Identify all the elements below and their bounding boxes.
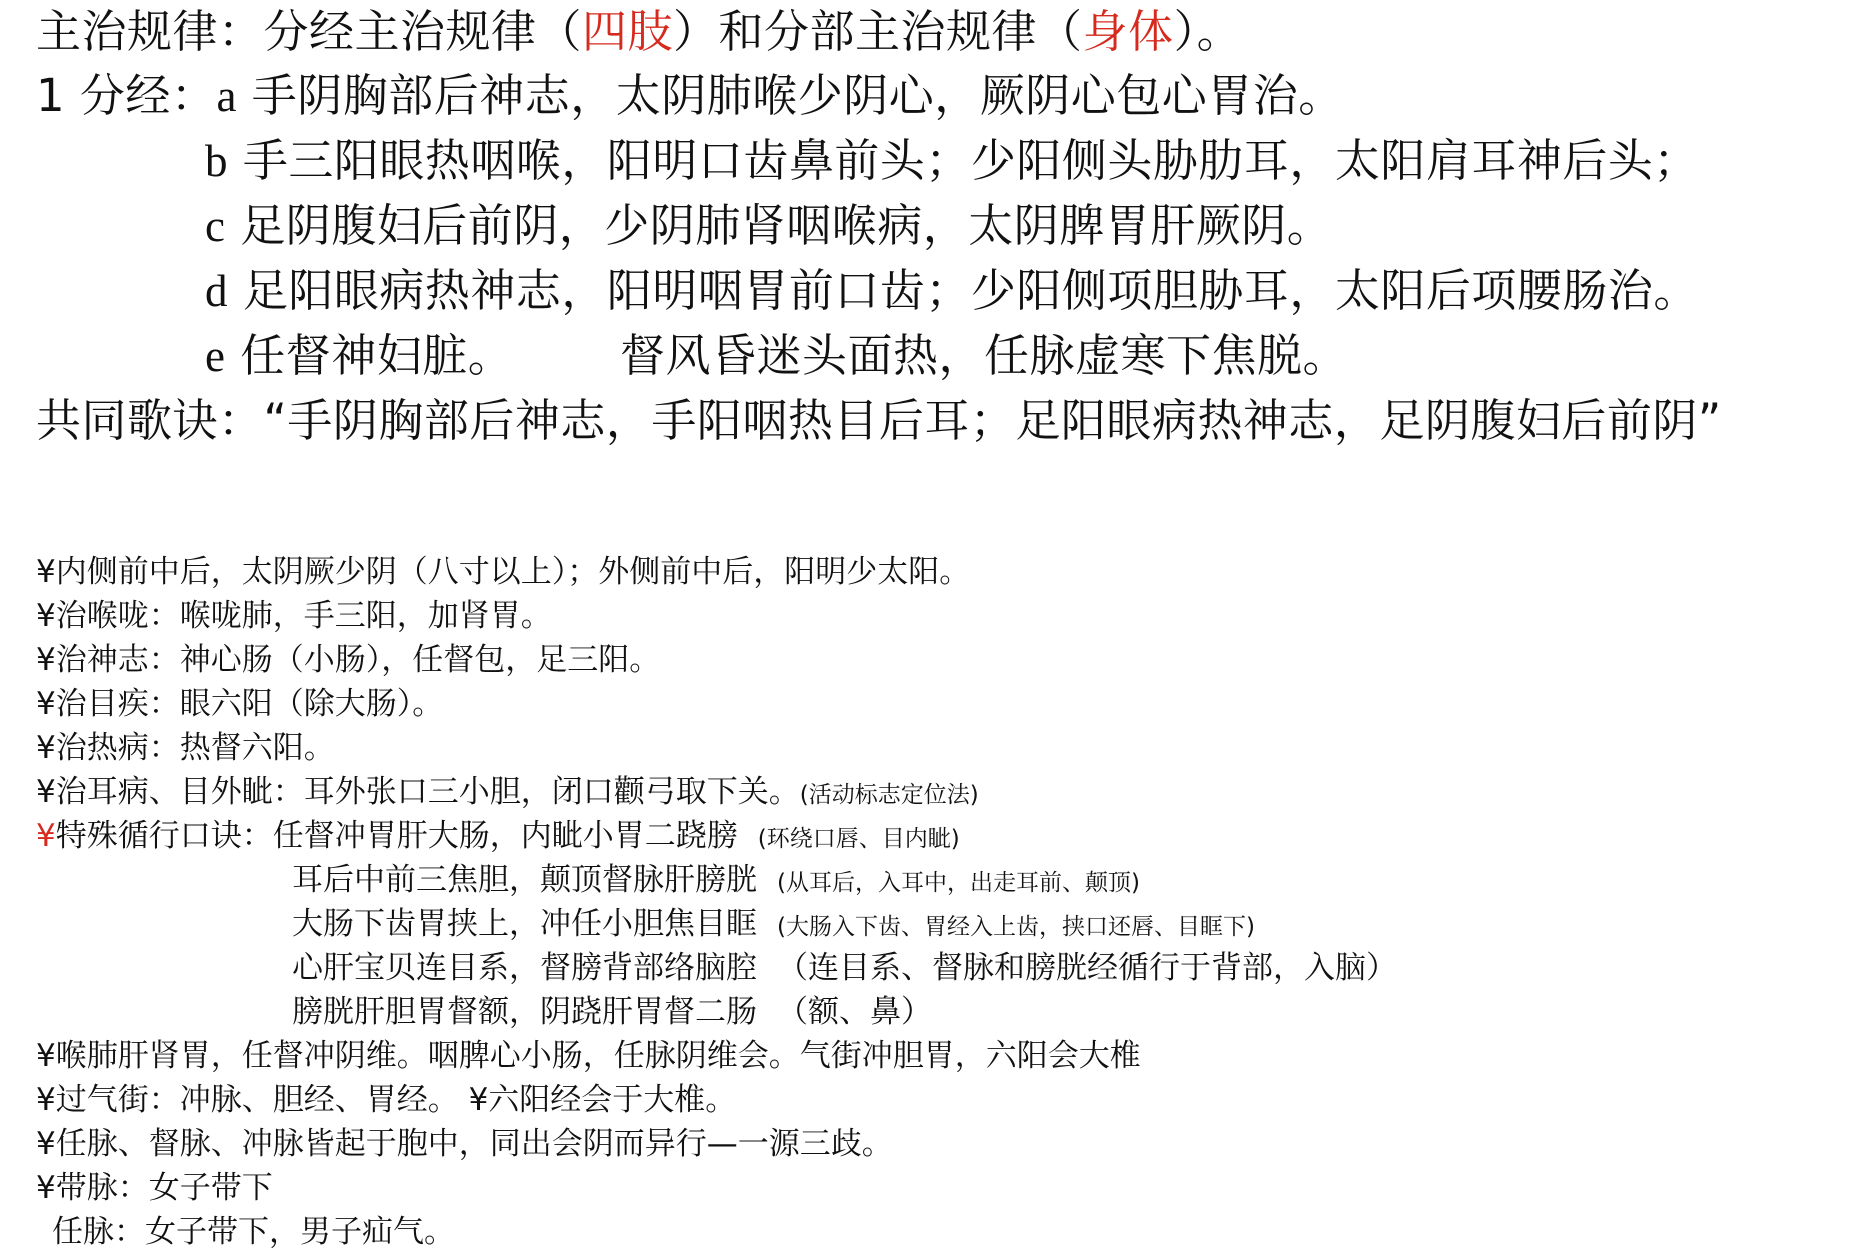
fenjing-line-b <box>205 133 1699 189</box>
tail-line-1: ¥喉肺肝肾胃，任督冲阴维。咽脾心小肠，任脉阴维会。气街冲胆胃，六阳会大椎 <box>36 1038 1141 1074</box>
fenjing-line-e <box>205 328 513 384</box>
ear-rule-text: ¥治耳病、目外眦：耳外张口三小胆，闭口颧弓取下关。 <box>36 774 800 810</box>
special-note-1: (环绕口唇、目内眦) <box>757 826 960 852</box>
rule-line-3: ¥治神志：神心肠（小肠），任督包，足三阳。 <box>36 642 661 678</box>
tail-line-4: ¥带脉：女子带下 <box>36 1170 273 1206</box>
fenjing-line-c <box>205 198 1332 254</box>
rule-line-1: ¥内侧前中后，太阴厥少阴（八寸以上）；外侧前中后，阳明少太阳。 <box>36 554 971 590</box>
fenjing-text-e1: 任督神妇脏。 <box>240 329 514 382</box>
fenjing-letter-e: e <box>205 331 226 381</box>
special-text-1: 任督冲胃肝大肠，内眦小胃二跷膀 <box>272 818 738 854</box>
special-line-1 <box>36 816 960 859</box>
fenjing-line-d <box>205 263 1699 319</box>
rule-line-4: ¥治目疾：眼六阳（除大肠）。 <box>36 686 444 722</box>
fenjing-text-d: 足阳眼病热神志，阳明咽胃前口齿；少阳侧项胆胁耳，太阳后项腰肠治。 <box>242 264 1699 317</box>
fenjing-letter-b: b <box>205 136 228 186</box>
special-line-2 <box>292 860 1140 903</box>
fenjing-prefix: 1 分经： <box>36 69 217 122</box>
tail-line-5: 任脉：女子带下，男子疝气。 <box>52 1214 455 1250</box>
fenjing-text-b: 手三阳眼热咽喉，阳明口齿鼻前头；少阳侧头胁肋耳，太阳肩耳神后头； <box>242 134 1699 187</box>
special-note-4: （连目系、督脉和膀胱经循行于背部，入脑） <box>777 950 1397 986</box>
common-verse: 共同歌诀：“手阴胸部后神志，手阳咽热目后耳；足阳眼病热神志，足阴腹妇后前阴” <box>36 394 1722 447</box>
special-note-2: (从耳后，入耳中，出走耳前、颠顶) <box>777 870 1140 896</box>
title-part1: 主治规律：分经主治规律（ <box>36 5 583 58</box>
special-line-4 <box>292 948 1397 988</box>
title-body-highlight: 身体 <box>1082 5 1174 58</box>
special-label: 特殊循行口诀： <box>55 818 273 854</box>
rule-line-5: ¥治热病：热督六阳。 <box>36 730 335 766</box>
special-note-5: （额、鼻） <box>777 994 932 1030</box>
tail-line-2: ¥过气街：冲脉、胆经、胃经。 ¥六阳经会于大椎。 <box>36 1082 737 1118</box>
special-text-4: 心肝宝贝连目系，督膀背部络脑腔 <box>292 950 757 986</box>
title-line <box>36 4 1242 60</box>
special-text-2: 耳后中前三焦胆，颠顶督脉肝膀胱 <box>292 862 757 898</box>
special-note-3: (大肠入下齿、胃经入上齿，挟口还唇、目眶下) <box>777 914 1255 940</box>
title-part2: ）和分部主治规律（ <box>673 5 1083 58</box>
special-line-5 <box>292 992 932 1032</box>
fenjing-letter-c: c <box>205 201 226 251</box>
fenjing-line-e-right <box>620 328 1348 384</box>
fenjing-letter-d: d <box>205 266 228 316</box>
special-text-3: 大肠下齿胃挟上，冲任小胆焦目眶 <box>292 906 757 942</box>
title-part3: ）。 <box>1173 5 1243 58</box>
special-line-3 <box>292 904 1255 947</box>
fenjing-letter-a: a <box>216 71 237 121</box>
fenjing-text-e2: 督风昏迷头面热，任脉虚寒下焦脱。 <box>620 329 1349 382</box>
tail-line-3: ¥任脉、督脉、冲脉皆起于胞中，同出会阴而异行—一源三歧。 <box>36 1126 893 1162</box>
special-text-5: 膀胱肝胆胃督额，阴跷肝胃督二肠 <box>292 994 757 1030</box>
fenjing-line-a <box>36 68 1344 124</box>
title-limbs-highlight: 四肢 <box>582 5 674 58</box>
ear-rule-line <box>36 772 979 815</box>
rule-line-2: ¥治喉咙：喉咙肺，手三阳，加肾胃。 <box>36 598 552 634</box>
fenjing-text-c: 足阴腹妇后前阴，少阴肺肾咽喉病，太阴脾胃肝厥阴。 <box>240 199 1333 252</box>
ear-rule-note: (活动标志定位法) <box>799 782 979 808</box>
fenjing-text-a: 手阴胸部后神志，太阴肺喉少阴心，厥阴心包心胃治。 <box>251 69 1344 122</box>
special-mark: ¥ <box>36 818 56 854</box>
